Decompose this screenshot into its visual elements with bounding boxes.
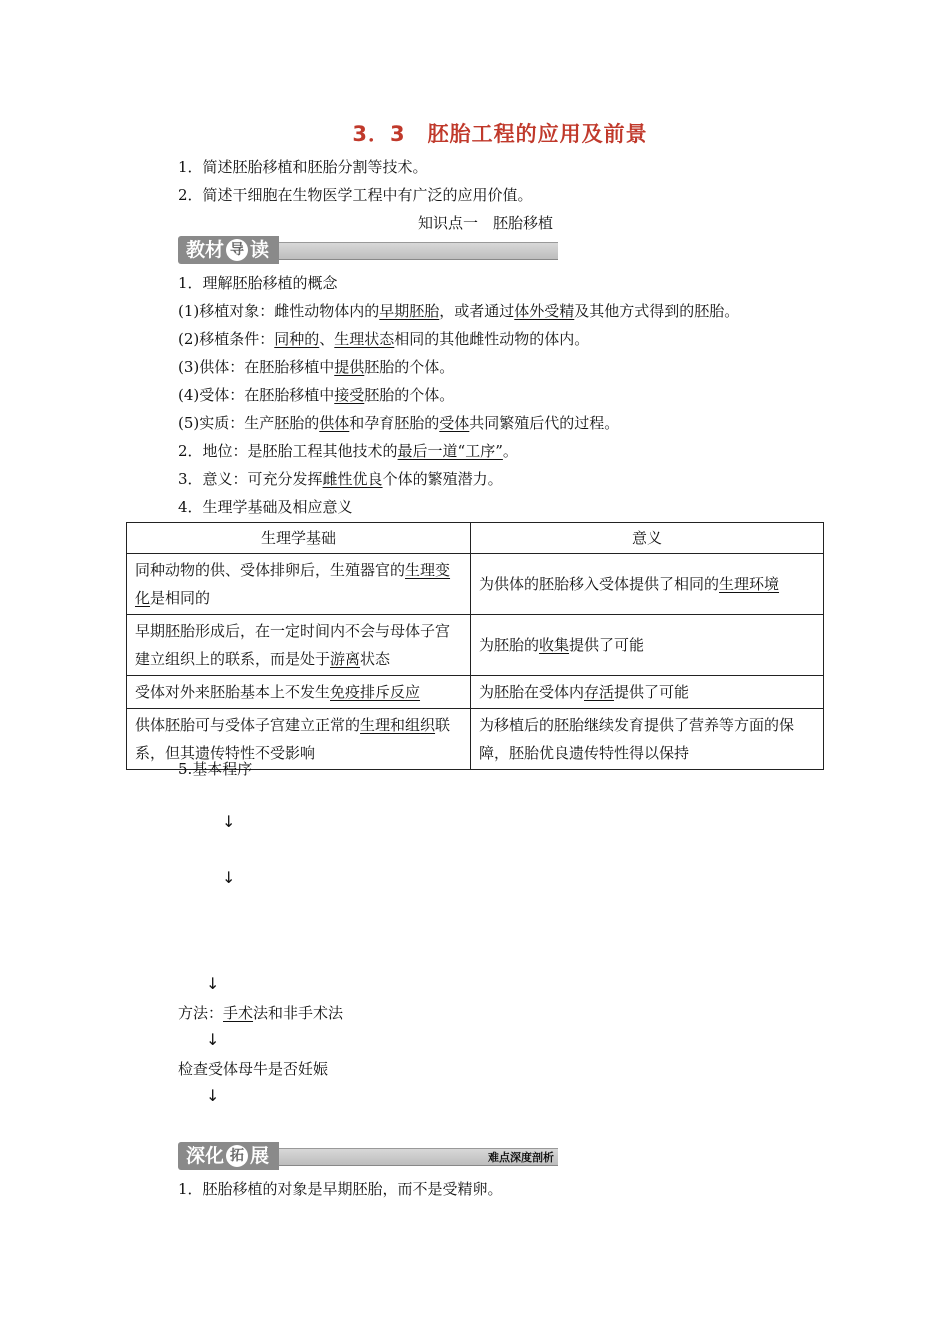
text: 是相同的 bbox=[150, 589, 211, 607]
text: (4)受体：在胚胎移植中 bbox=[178, 386, 335, 404]
answer-blank: 体外受精 bbox=[514, 302, 575, 320]
extension-item-1: 1．胚胎移植的对象是早期胚胎，而不是受精卵。 bbox=[178, 1180, 503, 1198]
table-cell bbox=[127, 615, 471, 676]
answer-blank: 生 bbox=[405, 561, 421, 579]
answer-blank: 手术 bbox=[223, 1004, 254, 1022]
answer-blank: 织 bbox=[420, 716, 436, 734]
objective-2: 2．简述干细胞在生物医学工程中有广泛的应用价值。 bbox=[178, 186, 533, 204]
text: 。 bbox=[502, 442, 518, 460]
down-arrow-icon: ↓ bbox=[206, 1086, 220, 1105]
text: 胚胎的个体。 bbox=[364, 386, 455, 404]
item-1-5 bbox=[178, 412, 619, 434]
text: 受体对外来胚胎基本上不发生 bbox=[135, 683, 331, 701]
text: 及其他方式得到的胚胎。 bbox=[574, 302, 740, 320]
table-header-row bbox=[127, 523, 824, 554]
text: 供体胚胎可与受体子宫建立正常的 bbox=[135, 716, 361, 734]
text: 相同的其他雌性动物的体内。 bbox=[394, 330, 590, 348]
answer-blank: 提供 bbox=[334, 358, 365, 376]
answer-blank: 理变化 bbox=[135, 561, 451, 607]
down-arrow-icon: ↓ bbox=[206, 1030, 220, 1049]
answer-blank: 早期胚胎 bbox=[379, 302, 440, 320]
banner-textbook-guide bbox=[178, 236, 558, 264]
text: 胚胎的个体。 bbox=[364, 358, 455, 376]
text: 联系，但其遗传特性不受影响 bbox=[135, 716, 451, 762]
banner-right-text: 展 bbox=[250, 1145, 270, 1167]
procedure-check: 检查受体母牛是否妊娠 bbox=[178, 1060, 329, 1078]
banner-tag bbox=[178, 236, 279, 264]
text: ，或者通过 bbox=[439, 302, 515, 320]
text: 为供体的胚胎移入受体提供了相同的 bbox=[479, 575, 720, 593]
physiology-table bbox=[126, 522, 824, 770]
text: 为胚胎的 bbox=[479, 636, 540, 654]
item-1-2 bbox=[178, 328, 589, 350]
banner-deepen-extend bbox=[178, 1142, 558, 1170]
text: (1)移植对象：雌性动物体内的 bbox=[178, 302, 380, 320]
section-heading: 知识点一 胚胎移植 bbox=[418, 214, 554, 232]
text: 法和非手术法 bbox=[253, 1004, 344, 1022]
banner-tail-text: 难点深度剖析 bbox=[488, 1151, 554, 1164]
banner-left-text: 深化 bbox=[186, 1145, 225, 1167]
text: (5)实质：生产胚胎的 bbox=[178, 414, 320, 432]
answer-blank: 接受 bbox=[334, 386, 365, 404]
text: 和孕育胚胎的 bbox=[349, 414, 440, 432]
page-title: 3．3 胚胎工程的应用及前景 bbox=[352, 122, 648, 146]
procedure-heading: 5.基本程序 bbox=[178, 760, 253, 778]
table-header: 生理学基础 bbox=[127, 523, 471, 554]
objective-1: 1．简述胚胎移植和胚胎分割等技术。 bbox=[178, 158, 428, 176]
table-cell bbox=[471, 554, 824, 615]
answer-blank: 游离 bbox=[330, 650, 361, 668]
table-cell bbox=[127, 554, 471, 615]
item-1-1 bbox=[178, 300, 739, 322]
answer-blank: 生理环境 bbox=[719, 575, 780, 593]
answer-blank: 雌性优良 bbox=[322, 470, 383, 488]
answer-blank: 生理和组 bbox=[360, 716, 421, 734]
text: 共同繁殖后代的过程。 bbox=[469, 414, 620, 432]
answer-blank: 生理状态 bbox=[334, 330, 395, 348]
item-1-4 bbox=[178, 384, 454, 406]
text: 2．地位：是胚胎工程其他技术的 bbox=[178, 442, 398, 460]
table-row bbox=[127, 676, 824, 709]
answer-blank: 受体 bbox=[439, 414, 470, 432]
table-row bbox=[127, 554, 824, 615]
down-arrow-icon: ↓ bbox=[206, 974, 220, 993]
text: 同种动物的供、受体排卵后，生殖器官的 bbox=[135, 561, 406, 579]
item-2 bbox=[178, 440, 518, 462]
text: 提供了可能 bbox=[614, 683, 690, 701]
banner-left-text: 教材 bbox=[186, 239, 225, 261]
text: 、 bbox=[319, 330, 335, 348]
item-1-3 bbox=[178, 356, 454, 378]
item-1: 1．理解胚胎移植的概念 bbox=[178, 274, 338, 292]
text: 提供了可能 bbox=[569, 636, 645, 654]
table-cell bbox=[127, 676, 471, 709]
text: 早期胚胎形成后，在一定时间内不会与母体子宫建立组织上的联系，而是处于 bbox=[135, 622, 451, 668]
table-header: 意义 bbox=[471, 523, 824, 554]
answer-blank: 最后一道“工序” bbox=[397, 442, 503, 460]
table-cell: 为移植后的胚胎继续发育提供了营养等方面的保障，胚胎优良遗传特性得以保持 bbox=[471, 709, 824, 770]
answer-blank: 供体 bbox=[319, 414, 350, 432]
answer-blank: 免疫排斥反应 bbox=[330, 683, 421, 701]
procedure-method bbox=[178, 1002, 343, 1024]
text: 状态 bbox=[360, 650, 391, 668]
text: 为胚胎在受体内 bbox=[479, 683, 585, 701]
text: (2)移植条件： bbox=[178, 330, 275, 348]
item-4: 4．生理学基础及相应意义 bbox=[178, 498, 353, 516]
banner-tag bbox=[178, 1142, 279, 1170]
text: 方法： bbox=[178, 1004, 224, 1022]
answer-blank: 收集 bbox=[539, 636, 570, 654]
table-row bbox=[127, 615, 824, 676]
down-arrow-icon: ↓ bbox=[222, 812, 236, 831]
down-arrow-icon: ↓ bbox=[222, 868, 236, 887]
banner-bubble: 拓 bbox=[226, 1145, 248, 1167]
table-cell bbox=[471, 615, 824, 676]
text: 3．意义：可充分发挥 bbox=[178, 470, 323, 488]
answer-blank: 存活 bbox=[584, 683, 615, 701]
banner-right-text: 读 bbox=[250, 239, 270, 261]
table-cell bbox=[471, 676, 824, 709]
item-3 bbox=[178, 468, 503, 490]
text: 个体的繁殖潜力。 bbox=[382, 470, 503, 488]
text: (3)供体：在胚胎移植中 bbox=[178, 358, 335, 376]
banner-bubble: 导 bbox=[226, 239, 248, 261]
answer-blank: 同种的 bbox=[274, 330, 320, 348]
